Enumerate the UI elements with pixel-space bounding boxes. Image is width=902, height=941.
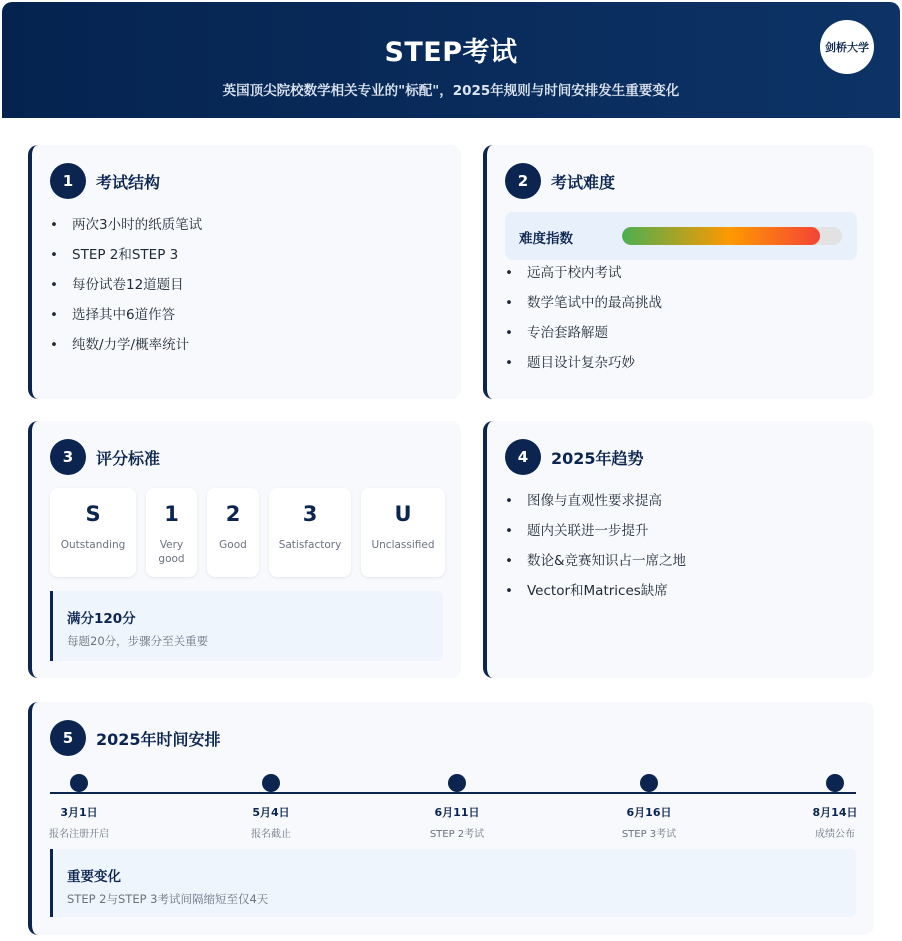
timeline-point	[422, 772, 492, 840]
timeline-dot	[448, 774, 466, 792]
trends-card	[483, 421, 874, 678]
grade-description: Very good	[158, 539, 185, 565]
schedule-title: 2025年时间安排	[96, 729, 221, 749]
timeline-dot	[262, 774, 280, 792]
list-item: • 远高于校内考试	[505, 263, 662, 293]
page-subtitle: 英国顶尖院校数学相关专业的"标配"，2025年规则与时间安排发生重要变化	[222, 83, 680, 99]
grade-description: Outstanding	[60, 539, 126, 551]
score-note	[50, 591, 443, 661]
grade-card-3	[269, 488, 351, 577]
difficulty-meter	[505, 212, 857, 260]
timeline-dot	[70, 774, 88, 792]
score-note-text: 每题20分，步骤分至关重要	[67, 634, 209, 648]
page-title: STEP考试	[384, 37, 518, 68]
structure-title: 考试结构	[96, 172, 161, 192]
difficulty-list	[505, 263, 662, 383]
grade-card-2	[207, 488, 259, 577]
grade-card-1	[146, 488, 197, 577]
page-header	[2, 2, 900, 118]
timeline-dot	[826, 774, 844, 792]
structure-card	[28, 145, 461, 399]
list-item: • 题目设计复杂巧妙	[505, 353, 662, 383]
score-note-title: 满分120分	[67, 611, 136, 627]
grading-title: 评分标准	[96, 448, 161, 468]
grade-letter: 1	[164, 502, 179, 526]
timeline-event: STEP 2考试	[429, 829, 485, 840]
grade-card-s	[50, 488, 136, 577]
important-change-note	[50, 849, 856, 917]
grade-letter: 2	[225, 502, 241, 526]
list-item: • 纯数/力学/概率统计	[50, 335, 202, 365]
difficulty-title: 考试难度	[551, 172, 616, 192]
section-number-badge: 5	[50, 720, 86, 756]
schedule-card-header	[50, 720, 221, 756]
difficulty-bar-track	[622, 227, 842, 245]
grade-description: Satisfactory	[278, 539, 342, 551]
timeline-point	[236, 772, 306, 840]
list-item: • 题内关联进一步提升	[505, 521, 686, 551]
grading-card	[28, 421, 461, 678]
cambridge-badge: 剑桥大学	[820, 20, 874, 74]
grade-card-u	[361, 488, 445, 577]
timeline-date: 3月1日	[60, 806, 98, 819]
difficulty-bar-fill	[622, 227, 820, 245]
important-change-title: 重要变化	[67, 869, 121, 885]
grade-list	[50, 488, 445, 577]
timeline-date: 8月14日	[812, 806, 858, 819]
section-number-badge: 1	[50, 163, 86, 199]
trends-title: 2025年趋势	[551, 448, 644, 468]
grade-letter: S	[85, 502, 101, 526]
structure-card-header	[50, 163, 160, 199]
timeline-date: 6月11日	[434, 806, 480, 819]
section-number-badge: 2	[505, 163, 541, 199]
grade-letter: 3	[302, 502, 318, 526]
timeline	[50, 772, 856, 852]
timeline-event: 报名注册开启	[49, 829, 109, 840]
timeline-point	[44, 772, 114, 840]
section-number-badge: 4	[505, 439, 541, 475]
list-item: • STEP 2和STEP 3	[50, 245, 202, 275]
timeline-dot	[640, 774, 658, 792]
timeline-event: 报名截止	[251, 829, 291, 840]
trends-list	[505, 491, 686, 611]
structure-list	[50, 215, 202, 365]
schedule-card	[28, 702, 874, 935]
list-item: • 数论&竞赛知识占一席之地	[505, 551, 686, 581]
important-change-text: STEP 2与STEP 3考试间隔缩短至仅4天	[67, 892, 269, 906]
list-item: • Vector和Matrices缺席	[505, 581, 686, 611]
list-item: • 每份试卷12道题目	[50, 275, 202, 305]
grade-description: Unclassified	[371, 539, 435, 551]
list-item: • 专治套路解题	[505, 323, 662, 353]
timeline-point	[800, 772, 870, 840]
timeline-date: 6月16日	[626, 806, 672, 819]
difficulty-card	[483, 145, 874, 399]
timeline-date: 5月4日	[252, 806, 290, 819]
timeline-event: STEP 3考试	[621, 829, 677, 840]
timeline-event: 成绩公布	[815, 829, 855, 840]
list-item: • 选择其中6道作答	[50, 305, 202, 335]
grade-description: Good	[219, 539, 247, 551]
difficulty-card-header	[505, 163, 615, 199]
timeline-point	[614, 772, 684, 840]
list-item: • 图像与直观性要求提高	[505, 491, 686, 521]
difficulty-label: 难度指数	[519, 231, 573, 247]
list-item: • 两次3小时的纸质笔试	[50, 215, 202, 245]
list-item: • 数学笔试中的最高挑战	[505, 293, 662, 323]
grading-card-header	[50, 439, 160, 475]
grade-letter: U	[394, 502, 412, 526]
section-number-badge: 3	[50, 439, 86, 475]
trends-card-header	[505, 439, 644, 475]
